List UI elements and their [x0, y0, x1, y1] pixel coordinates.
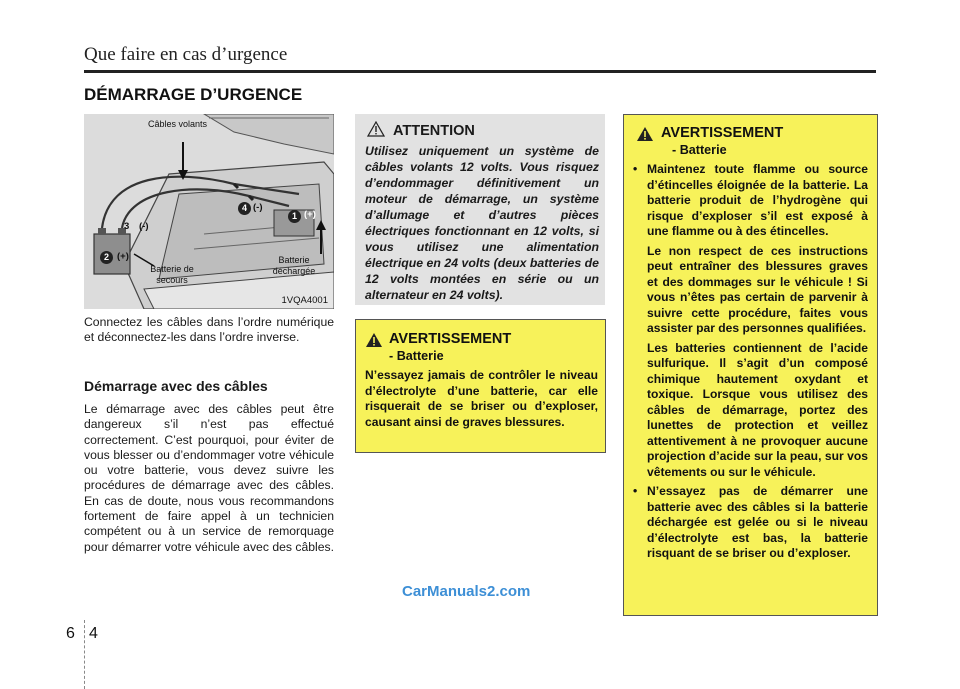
chapter-number: 6 — [66, 625, 75, 642]
section-title: DÉMARRAGE D’URGENCE — [84, 85, 303, 104]
bullet-dot: • — [633, 162, 638, 176]
warning2-content — [633, 162, 868, 562]
figure-code: 1VQA4001 — [281, 295, 328, 306]
body-paragraph: Le démarrage avec des câbles peut être dangereux s’il n’est pas effectué correctement. C’est pourquoi, pour éviter de vous blesser ou d’endommager votre véhicule ou votre batterie, vous devez suivre les procédures de démarrage avec des câbles. En cas de doute, nous vous recommandons fortement de faire appel à un technicien compétent ou à un service de remorquage pour démarrer votre véhicule avec des câbles. — [84, 402, 334, 554]
term-donor-plus: (+) — [117, 251, 129, 262]
badge-2: 2 — [100, 251, 113, 264]
intro-paragraph: Connectez les câbles dans l’ordre numérique et déconnectez-les dans l’ordre inverse. — [84, 315, 334, 345]
bullet-dot: • — [633, 484, 638, 498]
term-dead-plus: (+) — [304, 209, 316, 220]
label-donor-battery — [144, 264, 200, 286]
warning-triangle-icon — [636, 126, 654, 142]
jump-start-illustration — [84, 114, 334, 309]
attention-text: Utilisez uniquement un système de câbles volants 12 volts. Vous risquez d’endommager définitivement un moteur de démarrage, un système d’allumage et d’autres pièces électriques fonctionnant en 12 volts, si vous utilisez une alimentation électrique en 24 volts (deux batteries de 12 volts montées en série ou un alternateur en 24 volts). — [365, 144, 599, 302]
label-dead-line2: déchargée — [272, 266, 316, 276]
chapter-header: Que faire en cas d’urgence — [84, 44, 288, 65]
term-dead-minus: (-) — [253, 202, 263, 213]
warning2-subtitle: - Batterie — [672, 143, 727, 157]
warning2-title: AVERTISSEMENT — [661, 125, 784, 141]
warning2-paragraph-2: Le non respect de ces instructions peut entraîner des blessures graves et des dommages sur le véhicule ! Si vous n’êtes pas certain de parvenir à suivre cette procédure, faites vous assister par des personnes qualifiées. — [647, 243, 868, 335]
warning2-bullet-2 — [633, 484, 868, 562]
warning2-bullet-2-text: N’essayez pas de démarrer une batterie avec des câbles si la batterie déchargée est gelée ou si le niveau d’électrolyte est bas, la batterie risquant de se briser ou d’exploser. — [647, 484, 868, 560]
page-number-divider — [84, 620, 86, 689]
warning2-bullet-1 — [633, 162, 868, 240]
warning2-paragraph-3: Les batteries contiennent de l’acide sulfurique. Il s’agit d’un composé chimique hautement oxydant et toxique. Lorsque vous utilisez des câbles de démarrage, portez des lunettes de protection et veillez attentivement à ne provoquer aucune projection d’acide sur la peau, sur vos vêtements ou sur le véhicule. — [647, 340, 868, 479]
label-dead-battery — [266, 255, 322, 277]
warning1-text: N’essayez jamais de contrôler le niveau d’électrolyte d’une batterie, car elle risquerait de se briser ou d’exploser, causant ainsi de graves blessures. — [365, 368, 598, 429]
header-rule — [84, 70, 876, 73]
badge-3: 3 — [124, 221, 130, 232]
warning1-title: AVERTISSEMENT — [389, 331, 512, 347]
badge-4: 4 — [238, 202, 251, 215]
label-dead-line1: Batterie — [278, 255, 310, 265]
term-donor-minus: (-) — [139, 221, 149, 232]
warning1-subtitle: - Batterie — [389, 349, 444, 363]
caution-triangle-icon — [367, 121, 385, 137]
label-donor-line1: Batterie de — [150, 264, 194, 274]
label-donor-line2: secours — [156, 275, 188, 285]
badge-1: 1 — [288, 210, 301, 223]
watermark-link[interactable]: CarManuals2.com — [402, 583, 531, 600]
page-number: 4 — [89, 625, 98, 642]
warning-box-electrolyte — [355, 319, 606, 453]
subheading-jump-start: Démarrage avec des câbles — [84, 378, 268, 394]
label-jumper-cables: Câbles volants — [148, 119, 208, 129]
attention-title: ATTENTION — [393, 123, 475, 139]
warning-box-battery — [623, 114, 878, 616]
warning-triangle-icon — [365, 332, 383, 348]
warning2-bullet-1-text: Maintenez toute flamme ou source d’étincelles éloignée de la batterie. La batterie produit de l’hydrogène qui risque d’exploser s’il est exposé à une flamme ou à des étincelles. — [647, 162, 868, 238]
attention-box — [355, 114, 605, 305]
